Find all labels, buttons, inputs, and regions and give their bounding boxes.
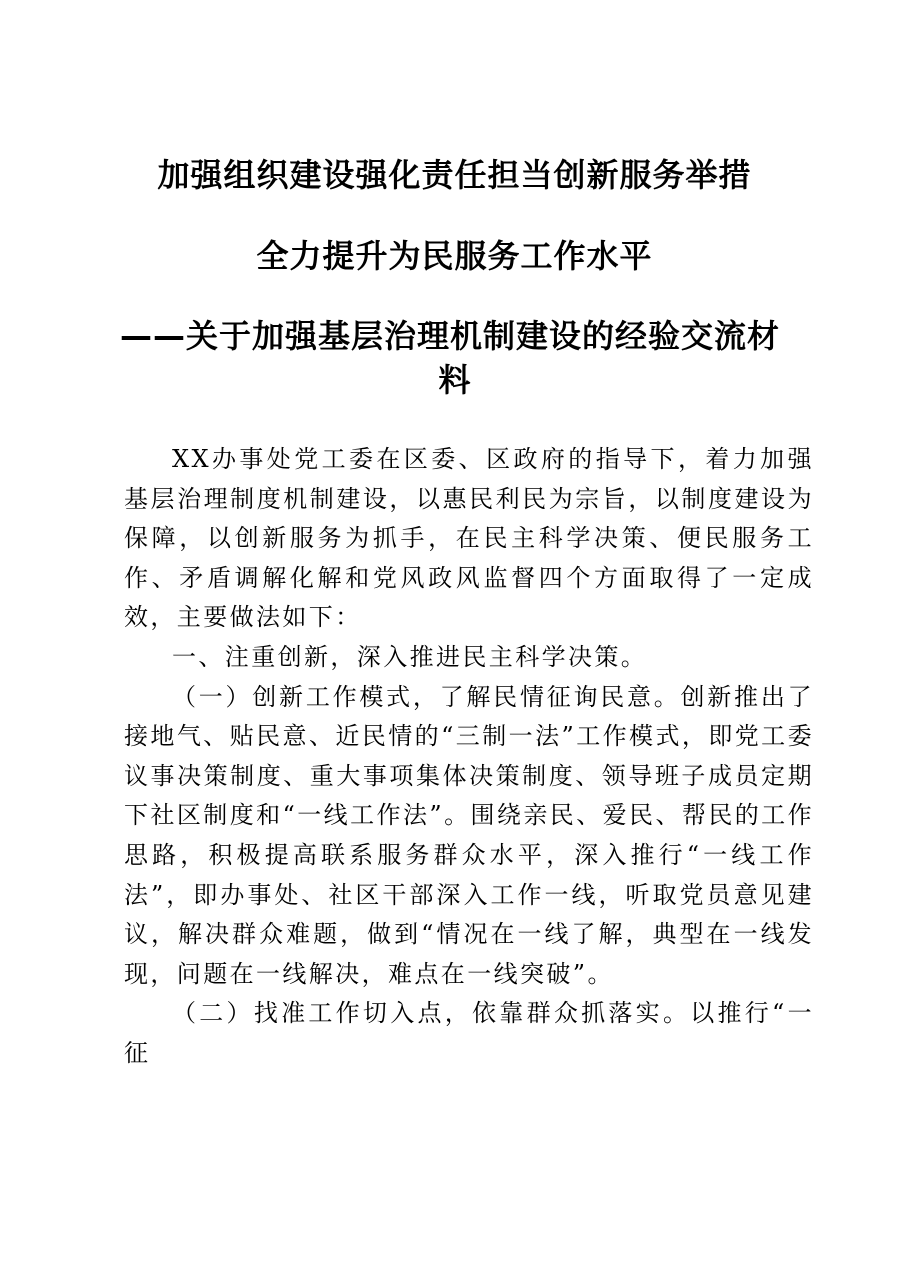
body-paragraph-subsection-2: （二）找准工作切入点，依靠群众抓落实。以推行“一征 <box>124 999 814 1067</box>
document-body <box>124 440 814 1074</box>
document-title-line-2: 全力提升为民服务工作水平 <box>256 237 653 275</box>
document-subtitle-continuation: 料 <box>438 361 471 399</box>
body-paragraph-subsection-1: （一）创新工作模式，了解民情征询民意。创新推出了接地气、贴民意、近民情的“三制一法”工作模式，即党工委议事决策制度、重大事项集体决策制度、领导班子成员定期下社区制度和“一线工作法”。围绕亲民、爱民、帮民的工作思路，积极提高联系服务群众水平，深入推行“一线工作法”，即办事处、社区干部深入工作一线，听取党员意见建议，解决群众难题，做到“情况在一线了解，典型在一线发现，问题在一线解决，难点在一线突破”。 <box>124 682 814 988</box>
body-paragraph-intro: XX办事处党工委在区委、区政府的指导下，着力加强基层治理制度机制建设，以惠民利民为宗旨，以制度建设为保障，以创新服务为抓手，在民主科学决策、便民服务工作、矛盾调解化解和党风政风监督四个方面取得了一定成效，主要做法如下： <box>124 445 814 632</box>
body-heading-section-1: 一、注重创新，深入推进民主科学决策。 <box>172 642 648 671</box>
document-title-line-1: 加强组织建设强化责任担当创新服务举措 <box>157 156 752 194</box>
document-subtitle: ——关于加强基层治理机制建设的经验交流材 <box>120 317 781 355</box>
